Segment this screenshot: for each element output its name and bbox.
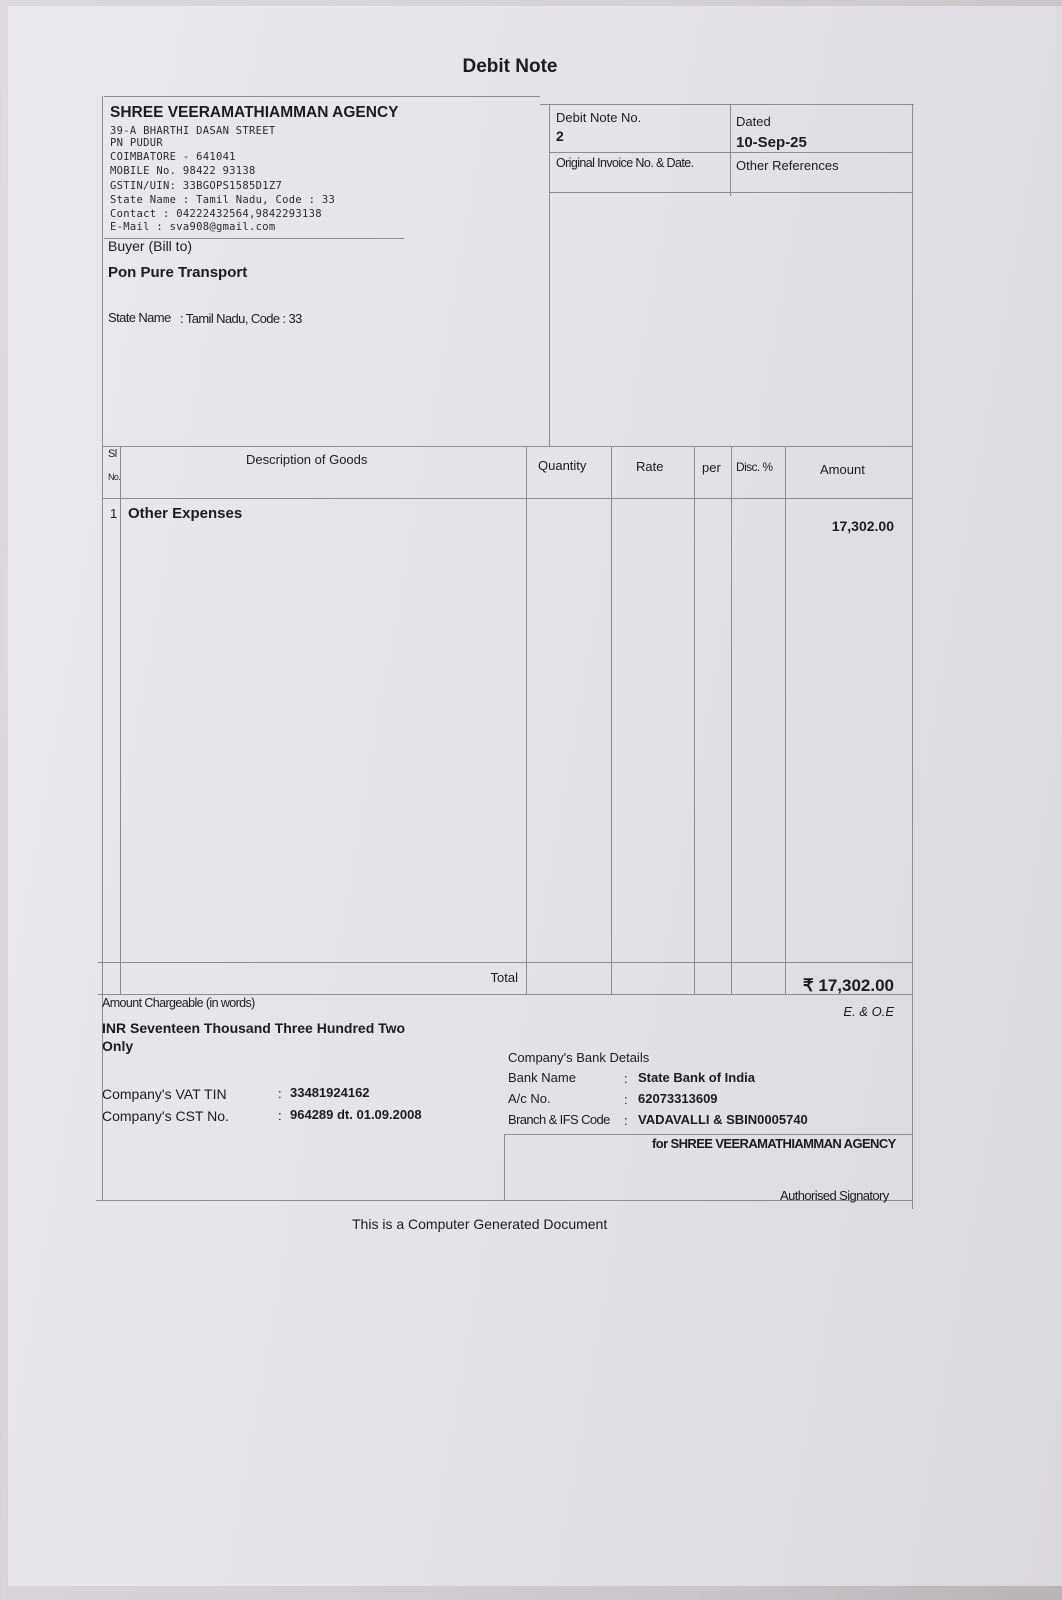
vat-tin-value: 33481924162 <box>290 1085 370 1100</box>
col-header-quantity: Quantity <box>538 458 587 473</box>
seller-address-line-8: E-Mail : sva908@gmail.com <box>110 221 276 233</box>
amount-words-line-1: INR Seventeen Thousand Three Hundred Two <box>102 1020 406 1036</box>
header-divider-vertical <box>549 104 550 446</box>
header-row-line-2 <box>549 192 912 193</box>
eoe-label: E. & O.E <box>843 1004 894 1019</box>
amount-words-label: Amount Chargeable (in words) <box>102 996 255 1010</box>
cst-no-value: 964289 dt. 01.09.2008 <box>290 1107 422 1122</box>
table-total-top-line <box>98 962 912 963</box>
bank-details-heading: Company's Bank Details <box>508 1050 650 1065</box>
col-header-per: per <box>702 460 721 475</box>
row-1-amount: 17,302.00 <box>831 518 894 534</box>
col-header-disc: Disc. % <box>736 460 773 474</box>
authorised-signatory-label: Authorised Signatory <box>780 1188 889 1203</box>
debit-note-no-label: Debit Note No. <box>556 110 642 125</box>
vat-tin-label: Company's VAT TIN <box>102 1086 227 1102</box>
seller-address-line-3: COIMBATORE - 641041 <box>110 151 236 163</box>
other-references-label: Other References <box>736 158 839 173</box>
bank-name-label: Bank Name <box>508 1070 576 1085</box>
branch-ifsc-label: Branch & IFS Code <box>508 1112 610 1127</box>
dated-label: Dated <box>736 114 771 129</box>
col-header-rate: Rate <box>636 459 664 474</box>
row-1-description: Other Expenses <box>128 505 243 522</box>
table-header-bottom-line <box>102 498 912 499</box>
dated-value: 10-Sep-25 <box>736 134 807 151</box>
frame-top-left <box>104 96 540 97</box>
col-desc-divider <box>526 446 527 994</box>
bank-name-sep: : <box>624 1071 628 1086</box>
header-row-line-1 <box>549 152 912 153</box>
account-no-value: 62073313609 <box>638 1091 718 1106</box>
frame-top-right <box>540 104 914 105</box>
branch-ifsc-sep: : <box>624 1113 628 1128</box>
col-header-description: Description of Goods <box>246 452 368 467</box>
buyer-state-value: : Tamil Nadu, Code : 33 <box>180 311 302 326</box>
buyer-name: Pon Pure Transport <box>108 264 248 281</box>
buyer-state-label: State Name <box>108 310 171 325</box>
total-amount: ₹ 17,302.00 <box>802 976 894 995</box>
frame-right <box>912 104 913 1209</box>
seller-name: SHREE VEERAMATHIAMMAN AGENCY <box>110 104 399 121</box>
header-divider-mid <box>730 104 731 196</box>
original-invoice-label: Original Invoice No. & Date. <box>556 156 694 170</box>
total-label: Total <box>490 970 518 985</box>
vat-tin-sep: : <box>278 1086 282 1101</box>
signature-box-top <box>504 1134 912 1135</box>
footer-note: This is a Computer Generated Document <box>352 1216 608 1232</box>
bank-name-value: State Bank of India <box>638 1070 756 1085</box>
col-qty-divider <box>611 446 612 994</box>
document-title: Debit Note <box>462 56 558 77</box>
col-header-sl-no: No. <box>108 472 121 482</box>
account-no-sep: : <box>624 1092 628 1107</box>
col-rate-divider <box>694 446 695 994</box>
debit-note-no-value: 2 <box>556 128 564 144</box>
amount-words-line-2: Only <box>102 1038 134 1054</box>
seller-address-line-1: 39-A BHARTHI DASAN STREET <box>110 125 276 137</box>
cst-no-sep: : <box>278 1108 282 1123</box>
seller-address-line-4: MOBILE No. 98422 93138 <box>110 165 256 177</box>
account-no-label: A/c No. <box>508 1091 551 1106</box>
col-header-sl: Sl <box>108 448 117 460</box>
signature-box-left <box>504 1134 505 1200</box>
col-header-amount: Amount <box>820 462 865 477</box>
seller-address-line-7: Contact : 04222432564,9842293138 <box>110 208 322 220</box>
col-disc-divider <box>785 446 786 994</box>
branch-ifsc-value: VADAVALLI & SBIN0005740 <box>638 1112 808 1127</box>
seller-address-line-5: GSTIN/UIN: 33BGOPS1585D1Z7 <box>110 180 283 192</box>
cst-no-label: Company's CST No. <box>102 1108 229 1124</box>
signature-for-line: for SHREE VEERAMATHIAMMAN AGENCY <box>652 1136 896 1151</box>
seller-address-line-2: PN PUDUR <box>110 137 163 149</box>
col-per-divider <box>731 446 732 994</box>
table-top-line <box>102 446 912 447</box>
buyer-label: Buyer (Bill to) <box>108 238 193 254</box>
row-1-sl: 1 <box>110 506 118 521</box>
col-sl-divider <box>120 446 121 994</box>
seller-address-line-6: State Name : Tamil Nadu, Code : 33 <box>110 194 336 206</box>
